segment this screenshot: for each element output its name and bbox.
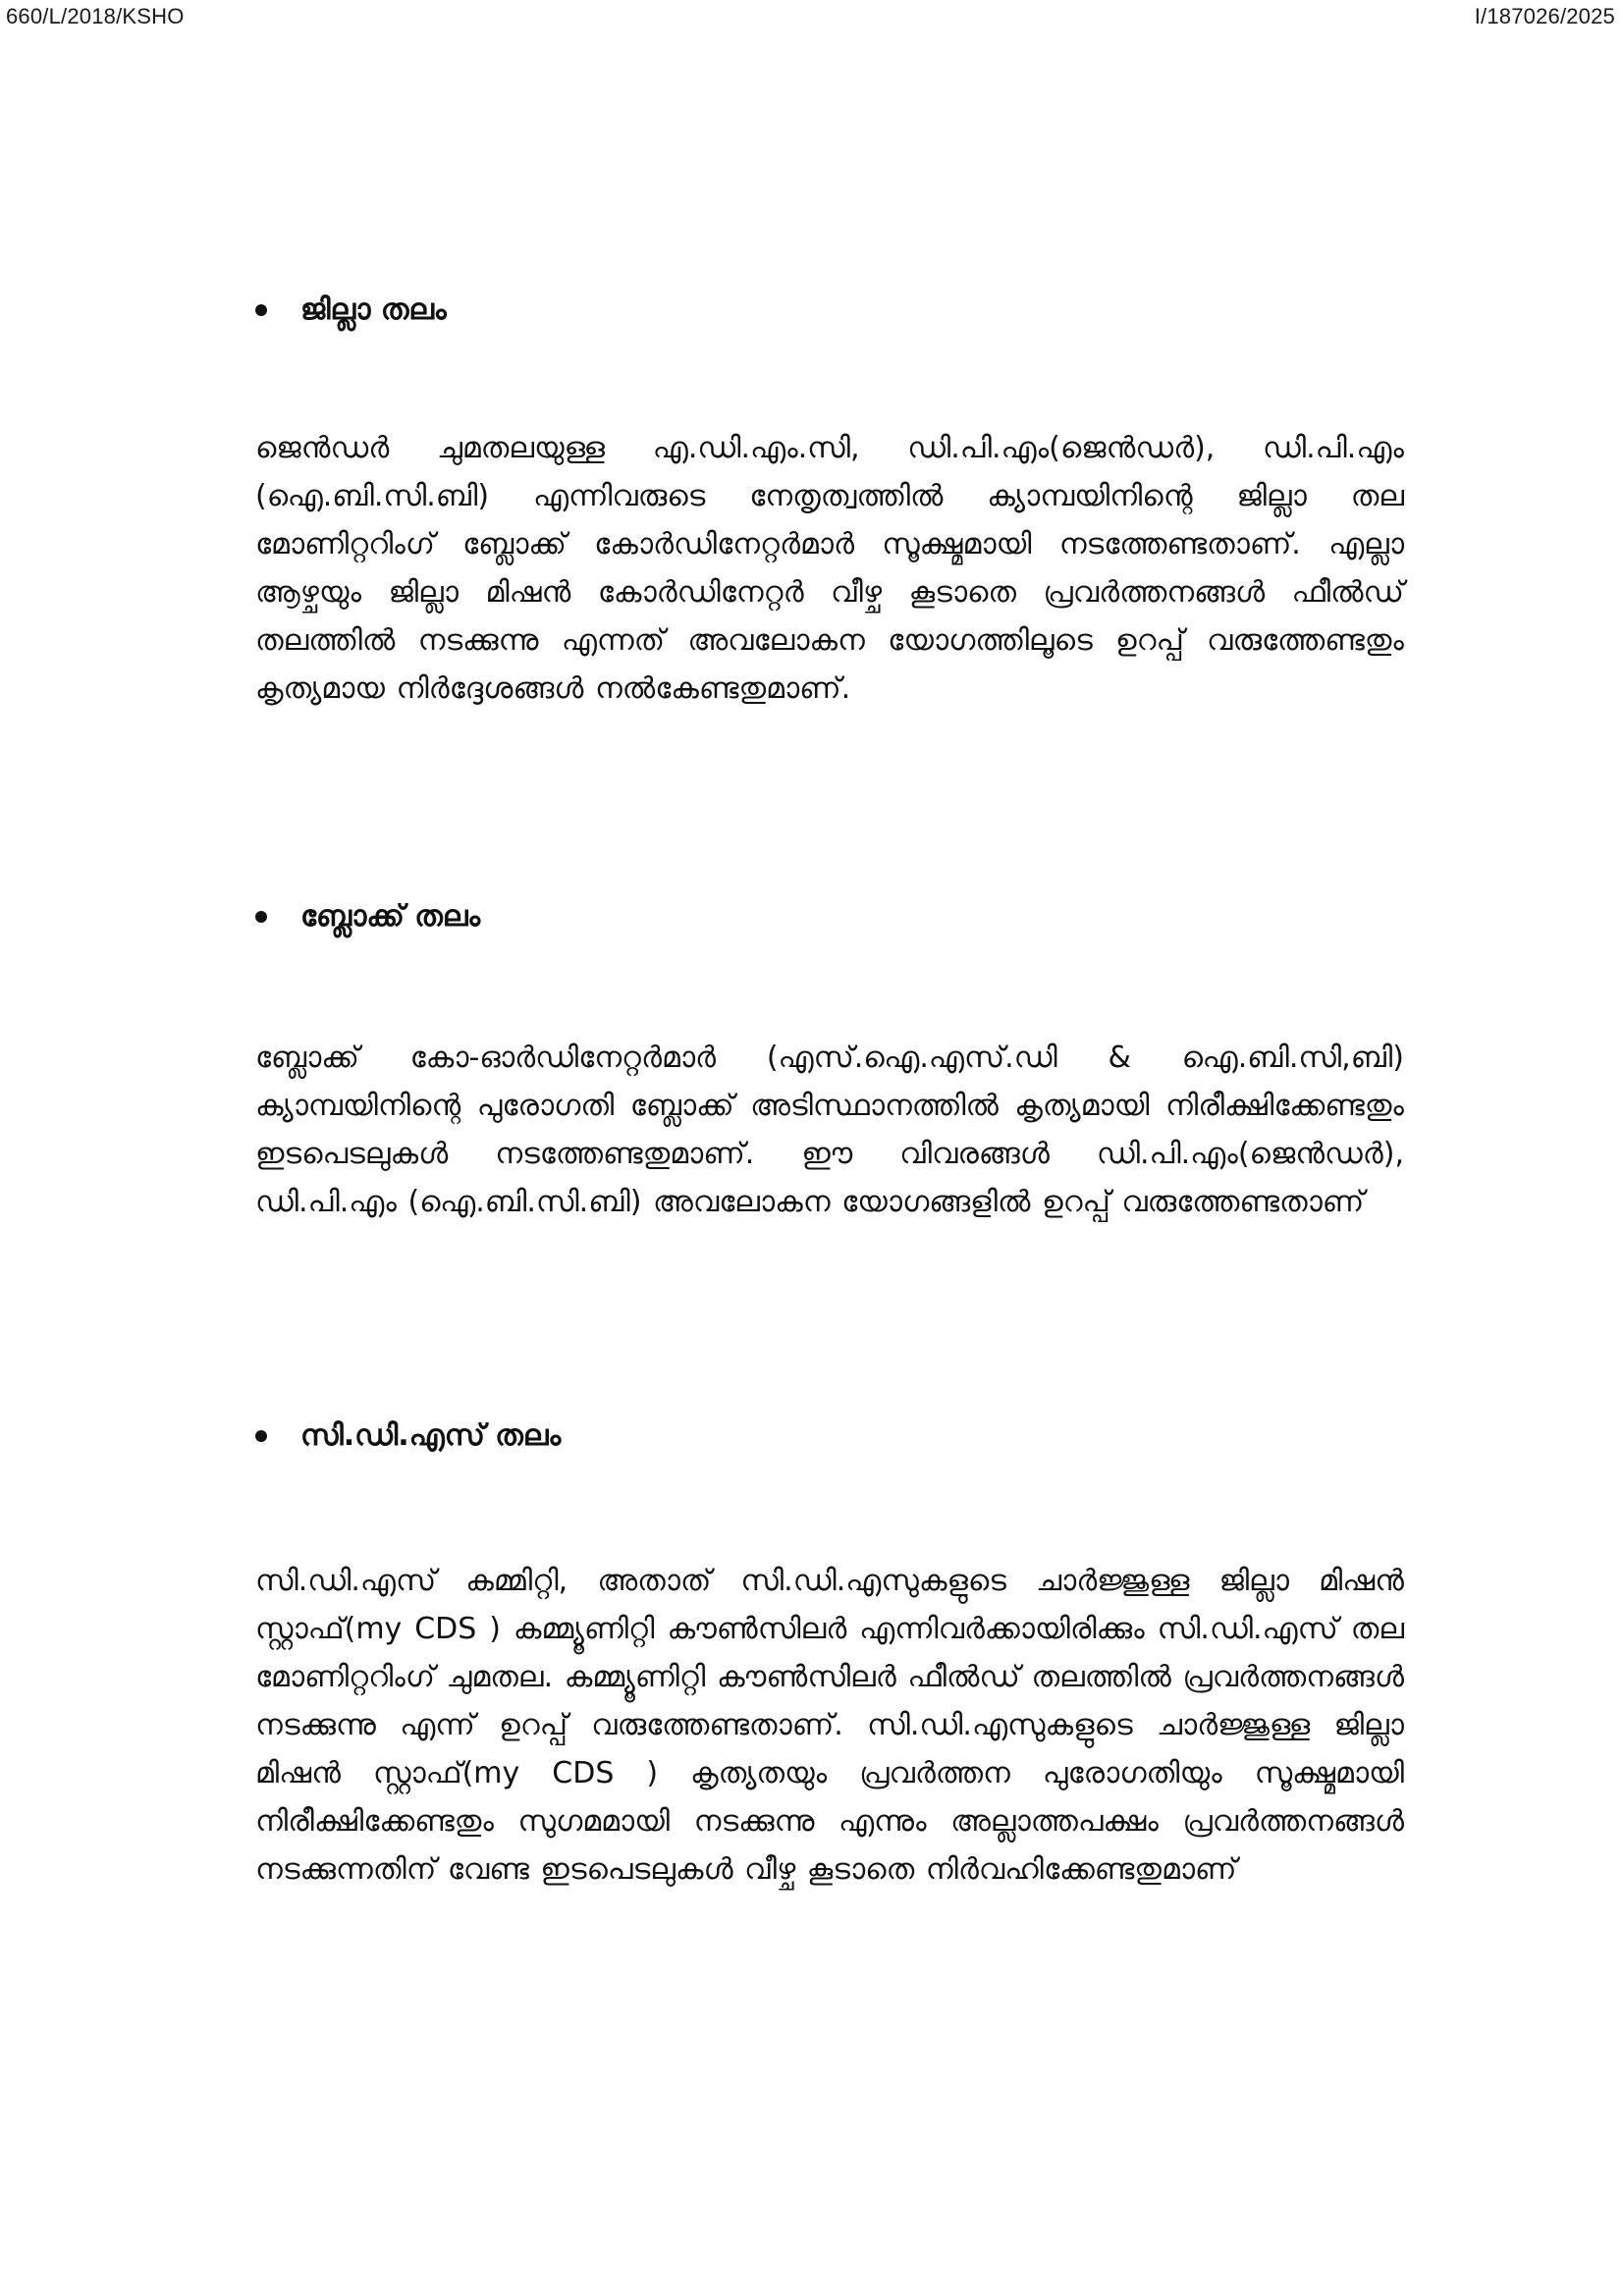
section-heading-text: സി.ഡി.എസ് തലം (300, 1418, 562, 1453)
section-block-level (255, 897, 1404, 936)
section-heading-text: ജില്ലാ തലം (300, 293, 447, 327)
bullet-icon (255, 911, 267, 923)
section-paragraph: സി.ഡി.എസ് കമ്മിറ്റി, അതാത് സി.ഡി.എസുകളുടെ ചാർജ്ജുള്ള ജില്ലാ മിഷൻ സ്റ്റാഫ്(my CDS ) കമ്മ്യൂണിറ്റി കൗൺസിലർ എന്നിവർക്കായിരിക്കും സി.ഡി.എസ് തല മോണിറ്ററിംഗ് ചുമതല. കമ്മ്യൂണിറ്റി കൗൺസിലർ ഫീൽഡ് തലത്തിൽ പ്രവർത്തനങ്ങൾ നടക്കുന്നു എന്ന് ഉറപ്പ് വരുത്തേണ്ടതാണ്. സി.ഡി.എസുകളുടെ ചാർജ്ജുള്ള ജില്ലാ മിഷൻ സ്റ്റാഫ്(my CDS ) കൃത്യതയും പ്രവർത്തന പുരോഗതിയും സൂക്ഷ്മമായി നിരീക്ഷിക്കേണ്ടതും സുഗമമായി നടക്കുന്നു എന്നും അല്ലാത്തപക്ഷം പ്രവർത്തനങ്ങൾ നടക്കുന്നതിന് വേണ്ട ഇടപെടലുകൾ വീഴ്ച കൂടാതെ നിർവഹിക്കേണ്ടതുമാണ് (255, 1564, 1404, 1887)
file-reference-number: I/187026/2025 (1474, 4, 1615, 28)
section-heading (255, 897, 1404, 936)
bullet-icon (255, 1430, 267, 1442)
section-heading (255, 1416, 1404, 1456)
document-reference-number: 660/L/2018/KSHO (6, 4, 185, 28)
section-heading-text: ബ്ലോക്ക് തലം (300, 899, 481, 934)
section-heading (255, 291, 1404, 330)
section-district-level (255, 291, 1404, 330)
section-paragraph: ജെൻഡർ ചുമതലയുള്ള എ.ഡി.എം.സി, ഡി.പി.എം(ജെൻഡർ), ഡി.പി.എം (ഐ.ബി.സി.ബി) എന്നിവരുടെ നേതൃത്വത്തിൽ ക്യാമ്പയിനിന്റെ ജില്ലാ തല മോണിറ്ററിംഗ് ബ്ലോക്ക് കോർഡിനേറ്റർമാർ സൂക്ഷ്മമായി നടത്തേണ്ടതാണ്. എല്ലാ ആഴ്ചയും ജില്ലാ മിഷൻ കോർഡിനേറ്റർ വീഴ്ച കൂടാതെ പ്രവർത്തനങ്ങൾ ഫീൽഡ് തലത്തിൽ നടക്കുന്നു എന്നത് അവലോകന യോഗത്തിലൂടെ ഉറപ്പ് വരുത്തേണ്ടതും കൃത്യമായ നിർദ്ദേശങ്ങൾ നൽകേണ്ടതുമാണ്. (255, 431, 1404, 706)
section-cds-level (255, 1416, 1404, 1456)
section-paragraph: ബ്ലോക്ക് കോ-ഓർഡിനേറ്റർമാർ (എസ്.ഐ.എസ്.ഡി & ഐ.ബി.സി,ബി) ക്യാമ്പയിനിന്റെ പുരോഗതി ബ്ലോക്ക് അടിസ്ഥാനത്തിൽ കൃത്യമായി നിരീക്ഷിക്കേണ്ടതും ഇടപെടലുകൾ നടത്തേണ്ടതുമാണ്. ഈ വിവരങ്ങൾ ഡി.പി.എം(ജെൻഡർ), ഡി.പി.എം (ഐ.ബി.സി.ബി) അവലോകന യോഗങ്ങളിൽ ഉറപ്പ് വരുത്തേണ്ടതാണ് (255, 1041, 1404, 1219)
bullet-icon (255, 304, 267, 316)
